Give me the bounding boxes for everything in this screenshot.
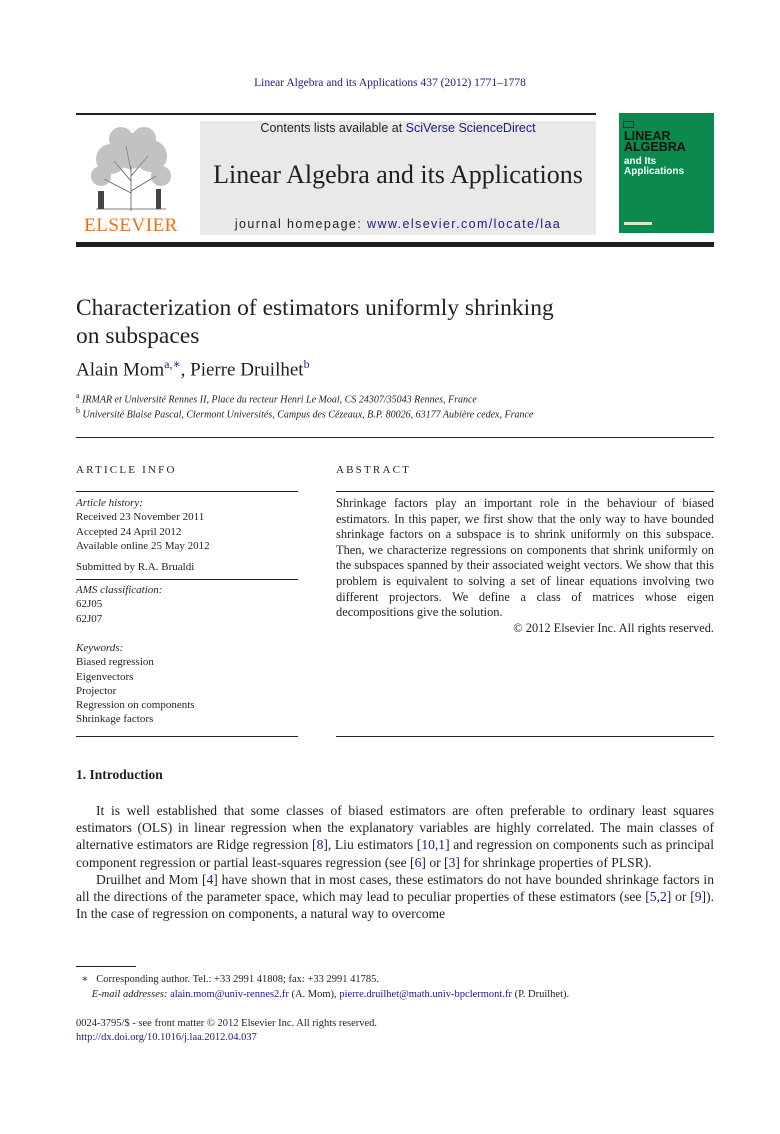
affiliation-b-text: Université Blaise Pascal, Clermont Universités, Campus des Cézeaux, B.P. 80026, 63177 Aubière cedex, France: [82, 409, 534, 421]
ams-classification: [76, 583, 298, 626]
keyword: Biased regression: [76, 656, 154, 669]
article-history: [76, 496, 298, 553]
affiliation-b: [76, 406, 533, 420]
elsevier-wordmark: ELSEVIER: [84, 215, 178, 236]
text-run: It is well established that some classes of biased estimators are often preferable to ordinary least squares estimators (OLS) in linear regression when the explanatory variables are highly correlated. The main classes of alternative estimators are Ridge regression [: [76, 803, 714, 853]
keyword: Eigenvectors: [76, 670, 134, 683]
intro-paragraph-1: [76, 802, 714, 871]
footnote-emails: [76, 988, 569, 1002]
accepted-date: Accepted 24 April 2012: [76, 525, 182, 538]
email-link-druilhet[interactable]: pierre.druilhet@math.univ-bpclermont.fr: [339, 989, 512, 1000]
keyword: Shrinkage factors: [76, 713, 154, 726]
info-rule-1: [76, 491, 298, 492]
cover-line4: Applications: [624, 166, 685, 177]
abstract-body: [336, 496, 714, 636]
elsevier-tree-logo: [76, 121, 186, 217]
abstract-text: Shrinkage factors play an important role in the behaviour of biased estimators. In this paper, we first show that the only way to have bounded shrinkage factors on a subspace is to shrink uniformly on this subspace. Then, we characterize regressions on components that shrink uniformly on the subspaces spanned by their associated weight vectors. We show that this problem is equivalent to solving a set of linear equations involving two different projectors. We define a class of matrices whose eigen decompositions give the solution.: [336, 496, 714, 620]
title-line1: Characterization of estimators uniformly shrinking: [76, 295, 554, 321]
title-line2: on subspaces: [76, 323, 200, 349]
info-rule-2: [76, 579, 298, 580]
info-rule-3: [76, 736, 298, 737]
journal-citation[interactable]: Linear Algebra and its Applications 437 (2012) 1771–1778: [254, 77, 526, 89]
citation-link[interactable]: 3: [448, 854, 456, 870]
text-run: ]). In the case of regression on components, a natural way to overcome: [76, 889, 714, 922]
front-matter-line: 0024-3795/$ - see front matter © 2012 Elsevier Inc. All rights reserved.: [76, 1018, 378, 1029]
abstract-heading: ABSTRACT: [336, 464, 412, 476]
author-1: Alain Mom: [76, 359, 165, 381]
citation-link[interactable]: 5,2: [649, 889, 667, 905]
email-owner: (A. Mom),: [288, 989, 340, 1000]
affiliation-a-text: IRMAR et Université Rennes II, Place du recteur Henri Le Moal, CS 24307/35043 Rennes, France: [82, 394, 477, 406]
affiliation-a: [76, 391, 477, 405]
citation-link[interactable]: 9: [694, 889, 702, 905]
paper-title: [76, 294, 636, 350]
homepage-link[interactable]: www.elsevier.com/locate/laa: [367, 217, 562, 231]
affiliation-a-mark: a: [76, 391, 80, 400]
footnote-corresponding: [76, 973, 379, 987]
footnote-star: ∗: [81, 974, 89, 985]
text-run: ], Liu estimators [: [323, 837, 422, 853]
email-link-mom[interactable]: alain.mom@univ-rennes2.fr: [170, 989, 289, 1000]
affiliation-b-mark: b: [76, 406, 80, 415]
homepage-prefix: journal homepage:: [234, 217, 368, 231]
sciencedirect-link[interactable]: SciVerse ScienceDirect: [405, 121, 536, 135]
submitted-by: Submitted by R.A. Brualdi: [76, 561, 195, 573]
affiliation-rule: [76, 437, 714, 438]
abstract-copyright: © 2012 Elsevier Inc. All rights reserved.: [513, 620, 714, 635]
text-run: ] have shown that in most cases, these estimators do not have bounded shrinkage factors in all the directions of the parameter space, which may lead to peculiar properties of these estimators (see [: [76, 871, 714, 905]
cover-footer-mark: [624, 222, 652, 225]
text-run: ] for shrinkage properties of PLSR).: [455, 854, 652, 870]
online-date: Available online 25 May 2012: [76, 539, 210, 552]
cover-emblem: [623, 121, 634, 128]
ams-label: AMS classification:: [76, 584, 163, 596]
citation-link[interactable]: 4: [206, 871, 214, 887]
cover-line3: and Its: [624, 156, 657, 167]
text-run: ] or [: [421, 854, 449, 870]
homepage-line: [200, 217, 596, 231]
journal-title: Linear Algebra and its Applications: [213, 160, 583, 189]
footnote-rule: [76, 966, 136, 967]
author-2-affil-link[interactable]: b: [303, 357, 310, 371]
ams-code: 62J05: [76, 598, 103, 611]
email-owner: (P. Druilhet).: [511, 989, 570, 1000]
contents-prefix: Contents lists available at: [260, 121, 406, 135]
contents-line: [200, 121, 596, 135]
citation-link[interactable]: 6: [414, 854, 422, 870]
keywords: [76, 641, 298, 727]
author-sep: ,: [180, 359, 191, 381]
doi-link[interactable]: http://dx.doi.org/10.1016/j.laa.2012.04.037: [76, 1032, 257, 1043]
abstract-rule-2: [336, 736, 714, 737]
ams-code: 62J07: [76, 612, 103, 625]
introduction-body: [76, 802, 714, 922]
cover-title: [624, 131, 686, 153]
header-thick-rule: [76, 242, 714, 247]
corresponding-text: Corresponding author. Tel.: +33 2991 41808; fax: +33 2991 41785.: [96, 974, 379, 985]
intro-paragraph-2: [76, 871, 714, 923]
email-label: E-mail addresses:: [91, 989, 171, 1000]
history-label: Article history:: [76, 497, 143, 509]
citation-link[interactable]: 10,1: [421, 837, 446, 853]
keyword: Regression on components: [76, 699, 195, 712]
header-top-rule: [76, 113, 596, 115]
author-1-affil-link[interactable]: a,∗: [164, 357, 181, 371]
text-run: Druilhet and Mom [: [96, 871, 207, 887]
text-run: ] or [: [666, 889, 695, 905]
citation-link[interactable]: 8: [316, 837, 324, 853]
section-heading-introduction: 1. Introduction: [76, 767, 163, 782]
author-list: [76, 357, 310, 381]
received-date: Received 23 November 2011: [76, 511, 205, 524]
author-2: Pierre Druilhet: [190, 359, 304, 381]
article-info-heading: ARTICLE INFO: [76, 464, 177, 476]
cover-line1: LINEAR: [624, 129, 671, 143]
keywords-label: Keywords:: [76, 642, 124, 654]
cover-line2: ALGEBRA: [624, 140, 686, 154]
cover-subtitle: [624, 157, 684, 177]
text-run: ] and regression on components such as principal component regression or partial least-squares regression (see [: [76, 837, 714, 870]
abstract-rule-1: [336, 491, 714, 492]
keyword: Projector: [76, 684, 117, 697]
journal-cover: [619, 113, 714, 233]
